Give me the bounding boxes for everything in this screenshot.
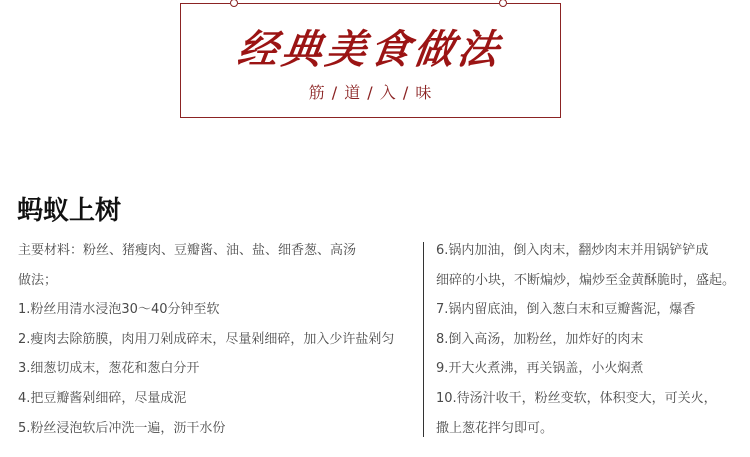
recipe-left-column [18,236,394,443]
method-heading: 做法； [18,272,58,288]
step-6: 6.锅内加油，倒入肉末，翻炒肉末并用锅铲铲成 [436,243,709,258]
banner-top-border-left [180,3,230,4]
step-8: 8.倒入高汤，加粉丝，加炸好的肉末 [436,331,644,347]
step-1: 1.粉丝用清水浸泡30～40分钟至软 [18,302,220,318]
step-6-continued: 细碎的小块，不断煸炒，煸炒至金黄酥脆时，盛起。 [436,272,736,288]
step-10: 10.待汤汁收干，粉丝变软，体积变大，可关火， [436,390,717,406]
step-4: 4.把豆瓣酱剁细碎，尽量成泥 [18,390,187,406]
banner-title: 经典美食做法 [234,26,506,73]
recipe-title: 蚂蚁上树 [17,196,122,226]
step-3: 3.细葱切成末，葱花和葱白分开 [18,361,200,377]
step-9: 9.开大火煮沸，再关锅盖，小火焖煮 [436,361,644,377]
banner-top-border-middle [238,3,499,4]
step-2: 2.瘦肉去除筋膜，肉用刀剁成碎末，尽量剁细碎，加入少许盐剁匀 [18,331,395,347]
step-7: 7.锅内留底油，倒入葱白末和豆瓣酱泥，爆香 [436,302,696,318]
recipe-right-column [436,236,735,443]
banner-subtitle: 筋 / 道 / 入 / 味 [308,83,433,102]
step-10-continued: 撒上葱花拌匀即可。 [436,420,554,436]
banner-top-border-right [507,3,561,4]
ingredients-line: 主要材料：粉丝、猪瘦肉、豆瓣酱、油、盐、细香葱、高汤 [18,243,357,258]
step-5: 5.粉丝浸泡软后冲洗一遍，沥干水份 [18,420,226,436]
column-divider [423,242,424,437]
